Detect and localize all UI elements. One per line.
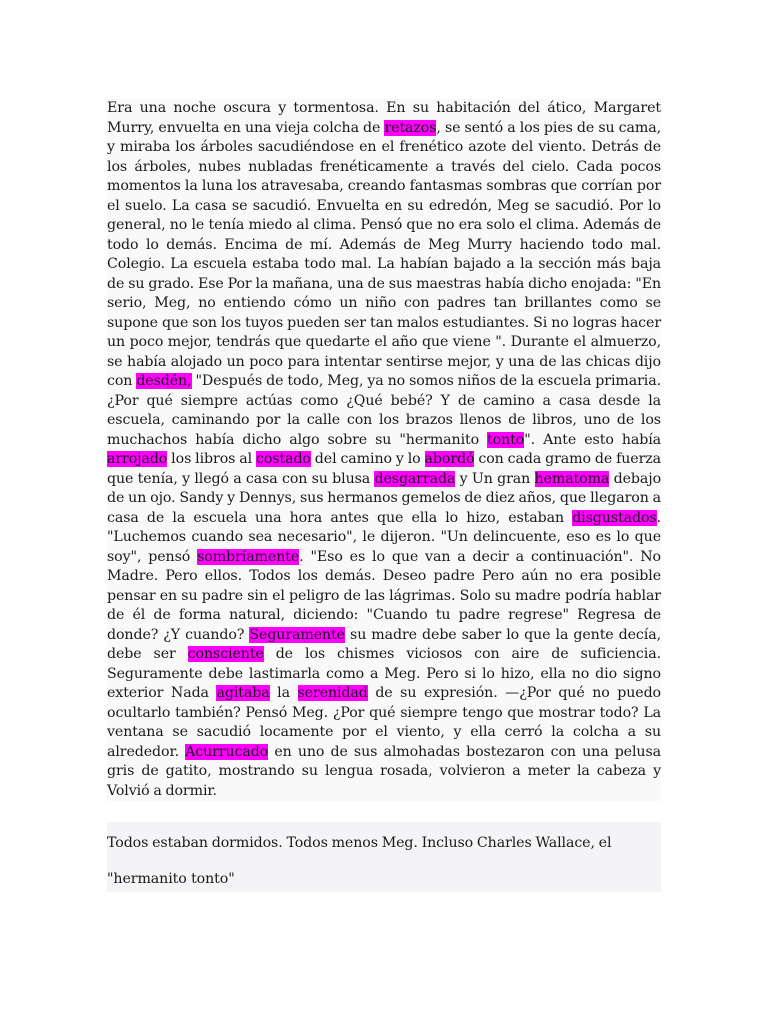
text-segment: debajo de un ojo. Sandy y Dennys, sus hermanos gemelos de diez años, que llegaron a casa de la escuela una hora antes que ella lo hizo, estaban xyxy=(107,470,662,526)
text-segment: Era una noche oscura y tormentosa. En su habitación del ático, Margaret Murry, envuelta en una vieja colcha de xyxy=(107,100,661,136)
highlighted-word: desdén, xyxy=(136,373,192,389)
highlighted-word: agitaba xyxy=(216,685,270,701)
text-segment: "Después de todo, Meg, ya no somos niños de la escuela primaria. ¿Por qué siempre actúas como ¿Qué bebé? Y de camino a casa desde la escuela, caminando por la calle con los brazos llenos de libros, uno de los muchachos había dicho algo sobre su "hermanito xyxy=(107,373,661,448)
highlighted-word: serenidad xyxy=(297,685,368,701)
highlighted-word: abordó xyxy=(424,451,475,467)
excerpt-box xyxy=(107,822,661,892)
highlighted-word: sombríamente xyxy=(197,548,300,565)
highlighted-word: costado xyxy=(256,451,311,467)
highlighted-word: consciente xyxy=(187,646,264,662)
excerpt-line-2: "hermanito tonto" xyxy=(107,871,235,887)
text-segment: . "Eso es lo que van a decir a continuación". No Madre. Pero ellos. Todos los demás. Deseo padre Pero aún no era posible pensar en su padre sin el peligro de las lágrimas. Solo su madre podría hablar de él de forma natural, diciendo: "Cuando tu padre regrese" Regresa de donde? ¿Y cuando? xyxy=(107,548,661,643)
text-segment: los libros al xyxy=(167,451,257,467)
text-segment: . "Luchemos cuando sea necesario", le dijeron. "Un delincuente, eso es lo que soy", pensó xyxy=(107,509,661,565)
text-segment: la xyxy=(269,685,298,701)
highlighted-word: disgustados xyxy=(572,509,657,526)
excerpt-line-1: Todos estaban dormidos. Todos menos Meg. Incluso Charles Wallace, el xyxy=(107,835,612,851)
highlighted-word: arrojado xyxy=(107,451,168,467)
text-segment: de los chismes viciosos con aire de suficiencia. Seguramente debe lastimarla como a Meg. Pero si lo hizo, ella no dio signo exterior Nada xyxy=(107,646,661,701)
highlighted-word: retazos xyxy=(384,119,437,136)
highlighted-word: desgarrada xyxy=(374,470,456,487)
text-segment: con cada gramo de fuerza que tenía, y llegó a casa con su blusa xyxy=(107,451,661,487)
text-segment: de su expresión. —¿Por qué no puedo ocultarlo también? Pensó Meg. ¿Por qué siempre tengo que mostrar todo? La ventana se sacudió locamente por el viento, y ella cerró la colcha a su alrededor. xyxy=(107,685,661,760)
text-segment: , se sentó a los pies de su cama, y miraba los árboles sacudiéndose en el frenético azote del viento. Detrás de los árboles, nubes nubladas frenéticamente a través del cielo. Cada pocos momentos la luna los atravesaba, creando fantasmas sombras que corrían por el suelo. La casa se sacudió. Envuelta en su edredón, Meg se sacudió. Por lo general, no le tenía miedo al clima. Pensó que no era solo el clima. Además de todo lo demás. Encima de mí. Además de Meg Murry haciendo todo mal. Colegio. La escuela estaba todo mal. La habían bajado a la sección más baja de su grado. Ese Por la mañana, una de sus maestras había dicho enojada: "En serio, Meg, no entiendo cómo un niño con padres tan brillantes como se supone que son los tuyos pueden ser tan malos estudiantes. Si no logras hacer un poco mejor, tendrás que quedarte el año que viene ". Durante el almuerzo, se había alojado un poco para intentar sentirse mejor, y una de las chicas dijo con xyxy=(107,119,662,389)
highlighted-word: hematoma xyxy=(534,470,610,487)
highlighted-word: Acurrucado xyxy=(185,743,269,760)
text-segment: del camino y lo xyxy=(310,451,425,467)
story-paragraph xyxy=(107,99,661,801)
highlighted-word: tonto xyxy=(487,431,525,448)
highlighted-word: Seguramente xyxy=(249,626,345,643)
text-segment: y Un gran xyxy=(455,470,535,487)
text-segment: su madre debe saber lo que la gente decía, debe ser xyxy=(107,626,661,662)
text-segment: en uno de sus almohadas bostezaron con una pelusa gris de gatito, mostrando su lengua rosada, volvieron a meter la cabeza y Volvió a dormir. xyxy=(107,743,661,799)
text-segment: ". Ante esto había xyxy=(524,431,661,448)
